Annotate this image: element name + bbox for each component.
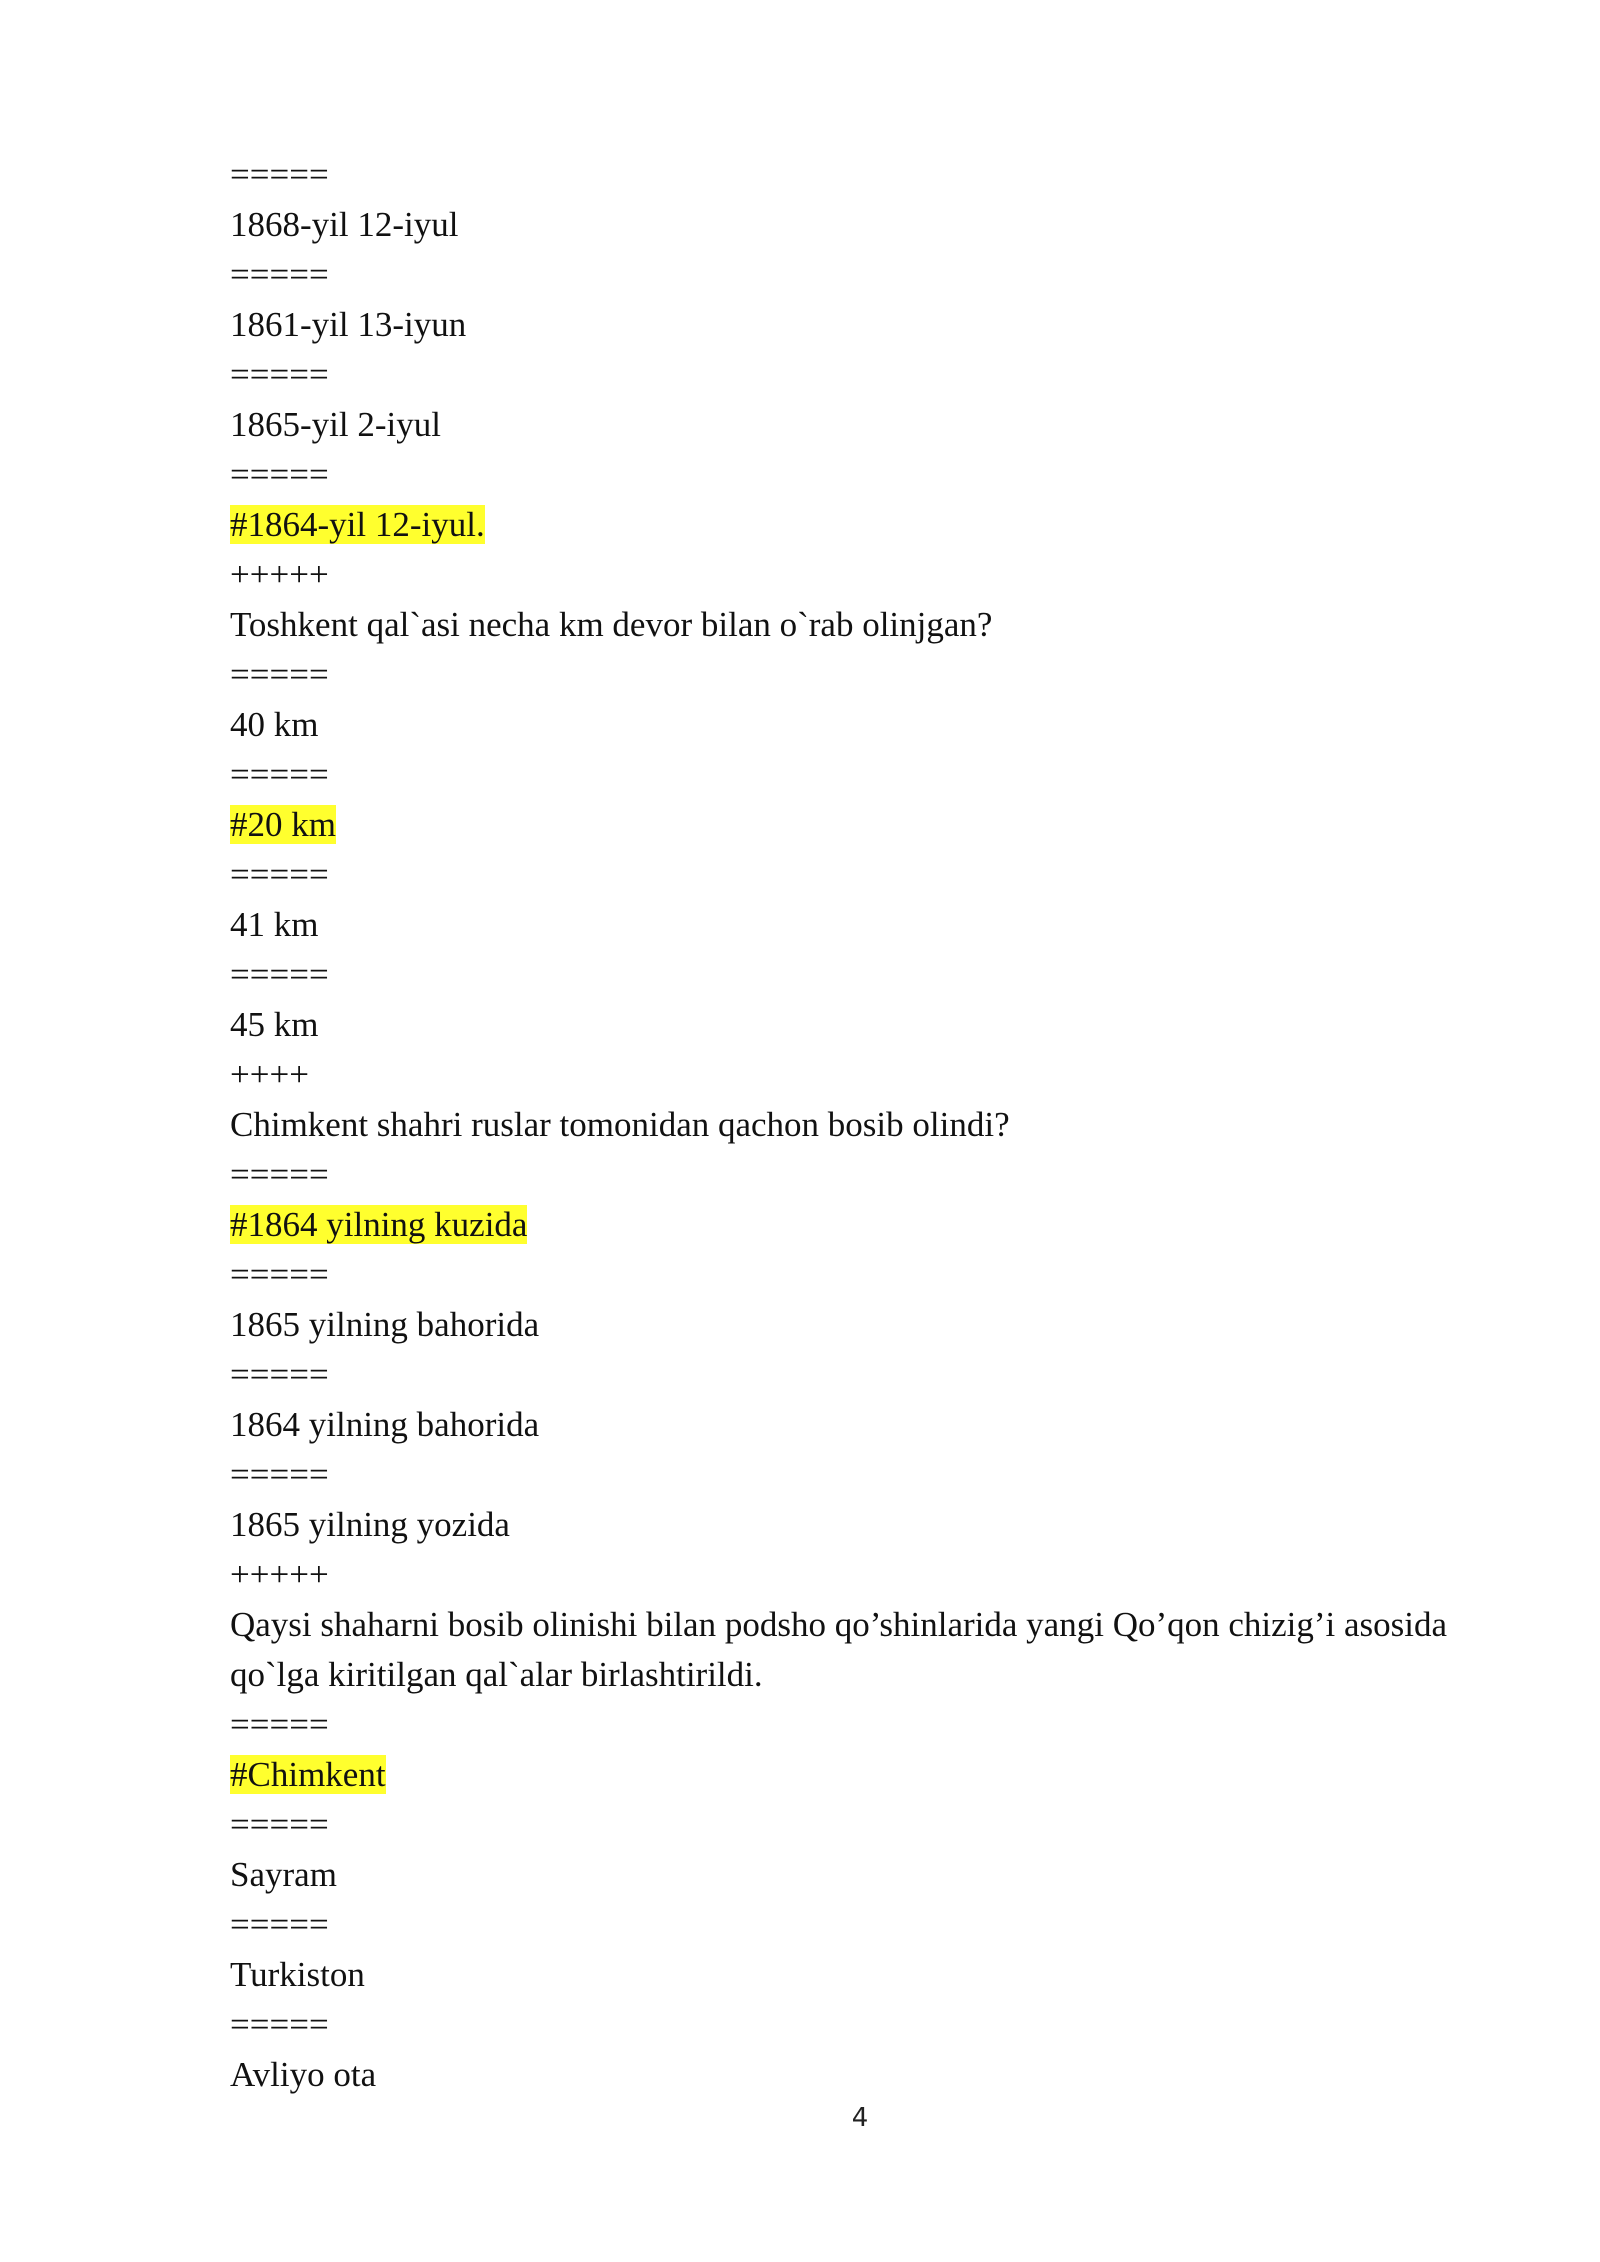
separator-line bbox=[230, 1550, 1450, 1600]
line-text: 1865 yilning bahorida bbox=[230, 1305, 540, 1344]
separator-line bbox=[230, 950, 1450, 1000]
line-text: ===== bbox=[230, 2005, 329, 2044]
text-line bbox=[230, 200, 1450, 250]
line-text: ===== bbox=[230, 1705, 329, 1744]
line-text: ===== bbox=[230, 955, 329, 994]
separator-line bbox=[230, 1800, 1450, 1850]
text-line bbox=[230, 1100, 1450, 1150]
line-text: ===== bbox=[230, 355, 329, 394]
line-text: ===== bbox=[230, 1455, 329, 1494]
separator-line bbox=[230, 250, 1450, 300]
separator-line bbox=[230, 1450, 1450, 1500]
line-text: 1865 yilning yozida bbox=[230, 1505, 510, 1544]
text-line bbox=[230, 1850, 1450, 1900]
line-text: 1864 yilning bahorida bbox=[230, 1405, 540, 1444]
text-line bbox=[230, 900, 1450, 950]
line-text: +++++ bbox=[230, 1555, 329, 1594]
text-line bbox=[230, 800, 1450, 850]
highlighted-answer: #Chimkent bbox=[230, 1755, 386, 1794]
separator-line bbox=[230, 450, 1450, 500]
line-text: 41 km bbox=[230, 905, 319, 944]
text-line bbox=[230, 400, 1450, 450]
line-text: 40 km bbox=[230, 705, 319, 744]
line-text: ===== bbox=[230, 855, 329, 894]
line-text: ===== bbox=[230, 1805, 329, 1844]
text-line bbox=[230, 500, 1450, 550]
line-text: 45 km bbox=[230, 1005, 319, 1044]
line-text: 1868-yil 12-iyul bbox=[230, 205, 459, 244]
text-line bbox=[230, 700, 1450, 750]
text-line bbox=[230, 1750, 1450, 1800]
text-line bbox=[230, 600, 1450, 650]
separator-line bbox=[230, 850, 1450, 900]
document-body bbox=[230, 150, 1450, 2100]
line-text: +++++ bbox=[230, 555, 329, 594]
line-text: 1865-yil 2-iyul bbox=[230, 405, 441, 444]
separator-line bbox=[230, 550, 1450, 600]
page-number: 4 bbox=[851, 2103, 869, 2133]
separator-line bbox=[230, 1900, 1450, 1950]
line-text: ++++ bbox=[230, 1055, 309, 1094]
highlighted-answer: #1864 yilning kuzida bbox=[230, 1205, 528, 1244]
highlighted-answer: #20 km bbox=[230, 805, 336, 844]
line-text: Chimkent shahri ruslar tomonidan qachon bosib olindi? bbox=[230, 1105, 1010, 1144]
separator-line bbox=[230, 350, 1450, 400]
line-text: ===== bbox=[230, 755, 329, 794]
line-text: Toshkent qal`asi necha km devor bilan o`rab olinjgan? bbox=[230, 605, 993, 644]
line-text: ===== bbox=[230, 1255, 329, 1294]
line-text: ===== bbox=[230, 1905, 329, 1944]
line-text: Avliyo ota bbox=[230, 2055, 377, 2094]
text-line bbox=[230, 1600, 1450, 1700]
line-text: ===== bbox=[230, 1355, 329, 1394]
separator-line bbox=[230, 750, 1450, 800]
line-text: Qaysi shaharni bosib olinishi bilan podsho qo’shinlarida yangi Qo’qon chizig’i asosida qo`lga kiritilgan qal`alar birlashtirildi. bbox=[230, 1605, 1448, 1694]
line-text: ===== bbox=[230, 655, 329, 694]
line-text: ===== bbox=[230, 255, 329, 294]
text-line bbox=[230, 1500, 1450, 1550]
text-line bbox=[230, 1200, 1450, 1250]
separator-line bbox=[230, 1050, 1450, 1100]
line-text: Sayram bbox=[230, 1855, 337, 1894]
highlighted-answer: #1864-yil 12-iyul. bbox=[230, 505, 485, 544]
text-line bbox=[230, 1950, 1450, 2000]
text-line bbox=[230, 2050, 1450, 2100]
text-line bbox=[230, 1400, 1450, 1450]
separator-line bbox=[230, 1150, 1450, 1200]
line-text: Turkiston bbox=[230, 1955, 365, 1994]
separator-line bbox=[230, 150, 1450, 200]
text-line bbox=[230, 1300, 1450, 1350]
separator-line bbox=[230, 1350, 1450, 1400]
line-text: ===== bbox=[230, 155, 329, 194]
separator-line bbox=[230, 1700, 1450, 1750]
separator-line bbox=[230, 1250, 1450, 1300]
line-text: 1861-yil 13-iyun bbox=[230, 305, 467, 344]
text-line bbox=[230, 1000, 1450, 1050]
line-text: ===== bbox=[230, 1155, 329, 1194]
separator-line bbox=[230, 650, 1450, 700]
text-line bbox=[230, 300, 1450, 350]
separator-line bbox=[230, 2000, 1450, 2050]
line-text: ===== bbox=[230, 455, 329, 494]
